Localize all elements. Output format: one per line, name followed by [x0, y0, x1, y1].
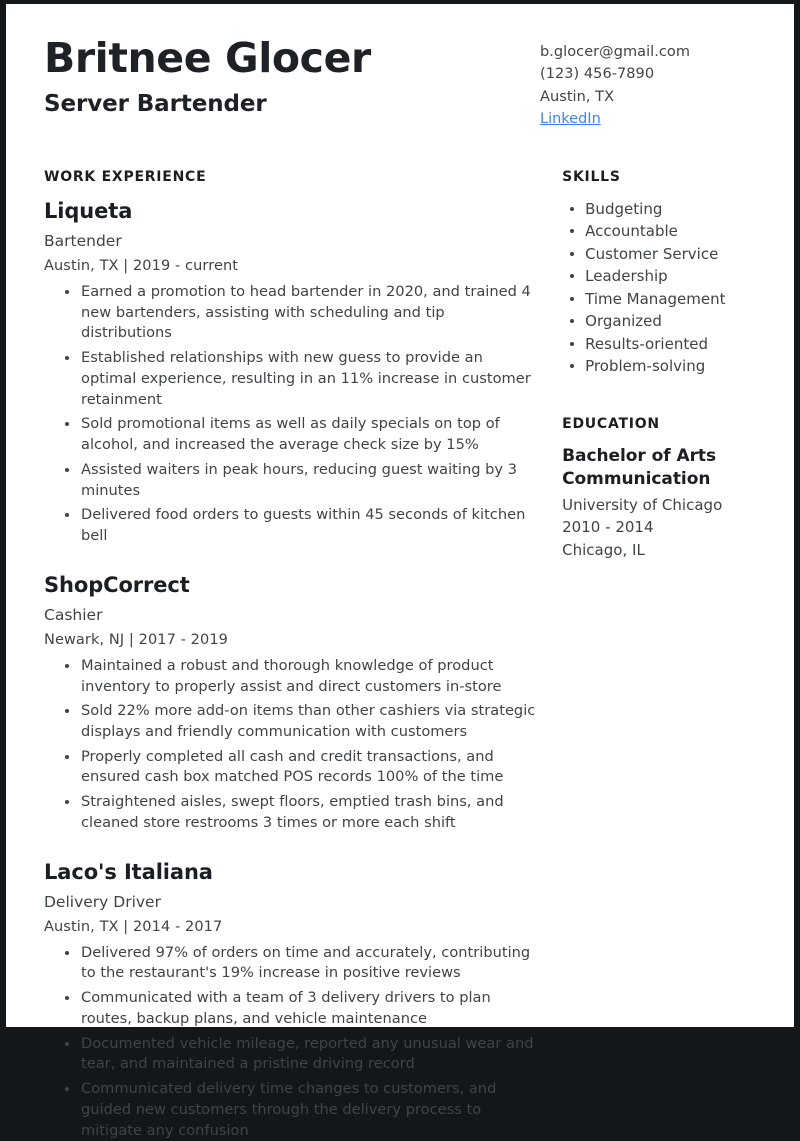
job-role: Delivery Driver: [44, 892, 161, 911]
job-bullet: Communicated with a team of 3 delivery drivers to plan routes, backup plans, and vehicle maintenance: [64, 988, 536, 1029]
job-company: Liqueta: [44, 198, 133, 223]
education-entry: [562, 445, 768, 561]
resume-header: [44, 34, 768, 131]
contact-location: Austin, TX: [540, 88, 615, 105]
job-company: Laco's Italiana: [44, 859, 213, 884]
job-bullet: Sold 22% more add-on items than other cashiers via strategic displays and friendly communication with customers: [64, 701, 536, 742]
job-role: Cashier: [44, 605, 103, 624]
education-school: University of Chicago: [562, 495, 723, 514]
candidate-job-title: Server Bartender: [44, 91, 267, 118]
skills-list: [562, 198, 768, 378]
skill-item: Time Management: [568, 288, 768, 311]
job-company: ShopCorrect: [44, 572, 190, 597]
skill-item: Results-oriented: [568, 333, 768, 356]
skill-item: Budgeting: [568, 198, 768, 221]
candidate-name: Britnee Glocer: [44, 34, 371, 82]
job-bullet-list: [44, 656, 536, 834]
identity-block: [44, 34, 371, 118]
section-title-education: EDUCATION: [562, 415, 660, 432]
job-bullet: Earned a promotion to head bartender in 2020, and trained 4 new bartenders, assisting with scheduling and tip distributions: [64, 282, 536, 344]
skill-item: Accountable: [568, 220, 768, 243]
job-bullet: Maintained a robust and thorough knowledge of product inventory to properly assist and direct customers in-store: [64, 656, 536, 697]
job-bullet: Sold promotional items as well as daily specials on top of alcohol, and increased the average check size by 15%: [64, 414, 536, 455]
education-years: 2010 - 2014: [562, 518, 654, 537]
job-bullet: Documented vehicle mileage, reported any unusual wear and tear, and maintained a pristine driving record: [64, 1034, 536, 1075]
linkedin-link[interactable]: LinkedIn: [540, 111, 601, 128]
section-title-skills: SKILLS: [562, 168, 621, 185]
job-bullet-list: [44, 943, 536, 1141]
job-bullet: Communicated delivery time changes to customers, and guided new customers through the delivery process to mitigate any confusion: [64, 1079, 536, 1141]
job-bullet: Established relationships with new guess to provide an optimal experience, resulting in an 11% increase in customer retainment: [64, 348, 536, 410]
contact-phone[interactable]: (123) 456-7890: [540, 66, 655, 83]
job-entry: [44, 199, 536, 547]
section-title-work-experience: WORK EXPERIENCE: [44, 168, 207, 185]
contact-block: [532, 34, 768, 131]
job-location-dates: Austin, TX | 2019 - current: [44, 258, 239, 275]
job-role: Bartender: [44, 232, 122, 251]
job-entry: [44, 860, 536, 1141]
skill-item: Leadership: [568, 265, 768, 288]
job-bullet: Properly completed all cash and credit transactions, and ensured cash box matched POS records 100% of the time: [64, 747, 536, 788]
job-location-dates: Austin, TX | 2014 - 2017: [44, 918, 223, 935]
job-entry: [44, 573, 536, 834]
side-column: [544, 169, 768, 561]
education-degree-line-2: Communication: [562, 468, 711, 489]
resume-body: [44, 169, 768, 1141]
main-column: [44, 169, 544, 1141]
education-degree-line-1: Bachelor of Arts: [562, 445, 717, 466]
skill-item: Problem-solving: [568, 355, 768, 378]
skill-item: Organized: [568, 310, 768, 333]
contact-email[interactable]: b.glocer@gmail.com: [540, 44, 691, 60]
resume-page: [6, 4, 794, 1139]
job-bullet: Assisted waiters in peak hours, reducing guest waiting by 3 minutes: [64, 460, 536, 501]
skill-item: Customer Service: [568, 243, 768, 266]
education-location: Chicago, IL: [562, 540, 645, 559]
job-bullet-list: [44, 282, 536, 547]
job-bullet: Straightened aisles, swept floors, emptied trash bins, and cleaned store restrooms 3 times or more each shift: [64, 792, 536, 833]
job-bullet: Delivered food orders to guests within 45 seconds of kitchen bell: [64, 505, 536, 546]
job-location-dates: Newark, NJ | 2017 - 2019: [44, 632, 228, 648]
job-bullet: Delivered 97% of orders on time and accurately, contributing to the restaurant's 19% increase in positive reviews: [64, 943, 536, 984]
